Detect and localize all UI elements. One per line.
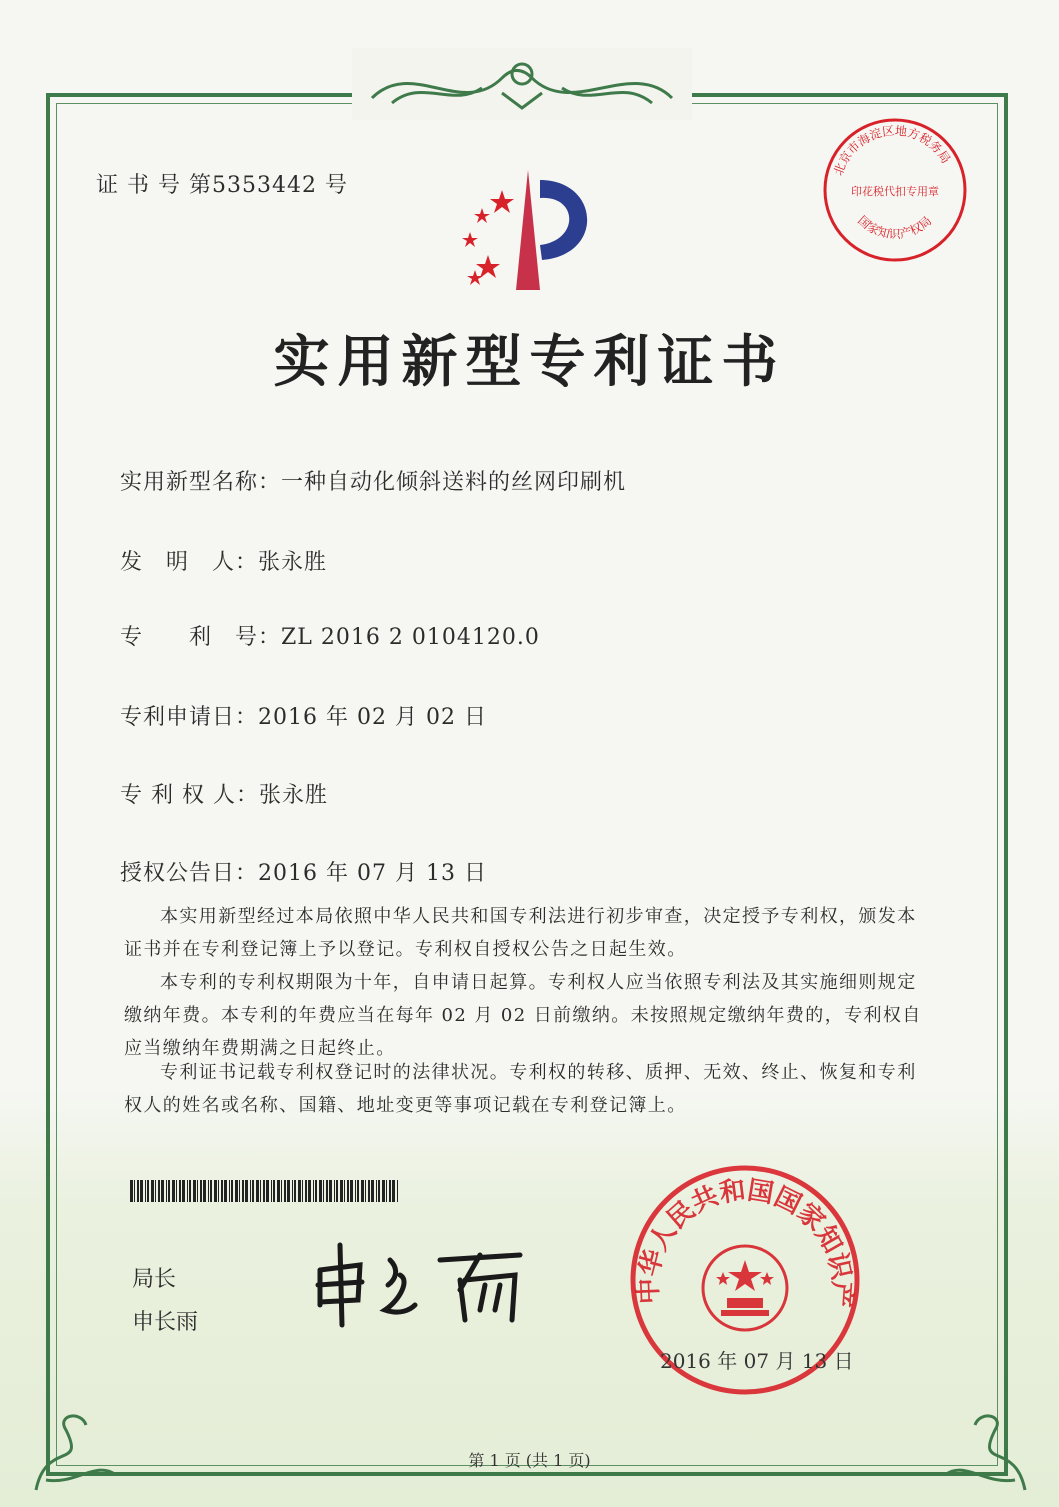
director-signature bbox=[300, 1230, 540, 1330]
field-label: 授权公告日： bbox=[120, 861, 259, 886]
body-paragraph: 本实用新型经过本局依照中华人民共和国专利法进行初步审查，决定授予专利权，颁发本证书并在专利登记簿上予以登记。专利权自授权公告之日起生效。 bbox=[124, 906, 917, 960]
tax-seal-arc-text: 北京市海淀区地方税务局 bbox=[831, 123, 954, 178]
field-inventor bbox=[120, 545, 327, 576]
body-paragraph: 本专利的专利权期限为十年，自申请日起算。专利权人应当依照专利法及其实施细则规定缴纳年费。本专利的年费应当在每年 02 月 02 日前缴纳。未按照规定缴纳年费的，专利权自应当缴纳年费期满之日起终止。 bbox=[124, 972, 922, 1059]
field-value: 一种自动化倾斜送料的丝网印刷机 bbox=[281, 470, 627, 495]
body-paragraph: 专利证书记载专利权登记时的法律状况。专利权的转移、质押、无效、终止、恢复和专利权人的姓名或名称、国籍、地址变更等事项记载在专利登记簿上。 bbox=[124, 1062, 917, 1116]
patent-office-emblem bbox=[430, 160, 610, 310]
director-title: 局长 bbox=[132, 1267, 177, 1292]
field-label: 专 利 号： bbox=[120, 625, 282, 650]
field-value: 张永胜 bbox=[258, 783, 328, 808]
barcode bbox=[130, 1180, 400, 1202]
field-patentee bbox=[120, 778, 328, 809]
seal-date: 2016 年 07 月 13 日 bbox=[660, 1349, 854, 1373]
page-number: 第 1 页 (共 1 页) bbox=[468, 1451, 591, 1470]
field-application-date bbox=[120, 700, 487, 731]
field-label: 专 利 权 人： bbox=[120, 783, 259, 808]
director-name: 申长雨 bbox=[132, 1310, 199, 1335]
field-grant-date bbox=[120, 856, 487, 887]
tax-bureau-seal bbox=[820, 115, 970, 265]
certificate-number: 证 书 号 第5353442 号 bbox=[96, 173, 348, 198]
field-value: ZL 2016 2 0104120.0 bbox=[281, 625, 540, 650]
field-value: 张永胜 bbox=[258, 550, 328, 575]
field-label: 实用新型名称： bbox=[120, 470, 282, 495]
field-label: 发 明 人： bbox=[120, 550, 259, 575]
field-value: 2016 年 02 月 02 日 bbox=[258, 705, 487, 730]
svg-text:国家知识产权局 bbox=[855, 213, 934, 241]
big-seal-arc-text: 中华人民共和国国家知识产 bbox=[633, 1175, 857, 1309]
field-patent-number bbox=[120, 620, 540, 651]
field-utility-model-name bbox=[120, 465, 626, 496]
certificate-title: 实用新型专利证书 bbox=[273, 329, 786, 395]
field-label: 专利申请日： bbox=[120, 705, 259, 730]
top-ornament bbox=[352, 48, 692, 120]
tax-seal-bottom-text: 国家知识产权局 bbox=[855, 213, 935, 242]
tax-seal-inner-text: 印花税代扣专用章 bbox=[851, 185, 939, 198]
field-value: 2016 年 07 月 13 日 bbox=[258, 861, 487, 886]
